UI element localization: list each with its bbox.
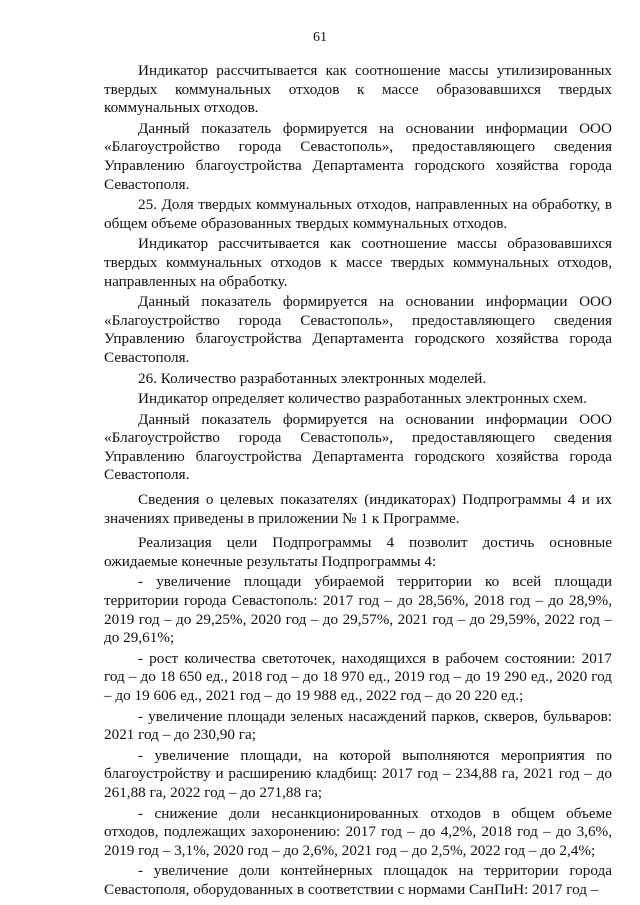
list-item: - рост количества светоточек, находящихся в рабочем состоянии: 2017 год – до 18 650 ед., 2018 год – до 18 970 ед., 2019 год – до 19 290 ед., 2020 год – до 19 606 ед., 2021 год – до 19 988 ед., 2022 год – до 20 220 ед.; (104, 649, 612, 704)
paragraph: Данный показатель формируется на основании информации ООО «Благоустройство города Севастополь», предоставляющего сведения Управлению благоустройства Департамента городского хозяйства города Севастополя. (104, 410, 612, 484)
list-item: - снижение доли несанкционированных отходов в общем объеме отходов, подлежащих захоронению: 2017 год – до 4,2%, 2018 год – до 3,6%, 2019 год – 3,1%, 2020 год – до 2,6%, 2021 год – до 2,5%, 2022 год – до 2,4%; (104, 804, 612, 859)
list-item: - увеличение доли контейнерных площадок на территории города Севастополя, оборудованных в соответствии с нормами СанПиН: 2017 год – (104, 862, 612, 898)
paragraph: Данный показатель формируется на основании информации ООО «Благоустройство города Севастополь», предоставляющего сведения Управлению благоустройства Департамента городского хозяйства города Севастополя. (104, 293, 612, 366)
list-item: - увеличение площади, на которой выполняются мероприятия по благоустройству и расширению кладбищ: 2017 год – 234,88 га, 2021 год – до 261,88 га, 2022 год – до 271,88 га; (104, 746, 612, 801)
paragraph: Индикатор рассчитывается как соотношение массы образовавшихся твердых коммунальных отходов к массе твердых коммунальных отходов, направленных на обработку. (104, 235, 612, 290)
paragraph: Данный показатель формируется на основании информации ООО «Благоустройство города Севастополь», предоставляющего сведения Управлению благоустройства Департамента городского хозяйства города Севастополя. (104, 119, 612, 193)
page-number: 61 (313, 30, 327, 45)
paragraph: 25. Доля твердых коммунальных отходов, направленных на обработку, в общем объеме образованных твердых коммунальных отходов. (104, 196, 612, 232)
paragraph: Сведения о целевых показателях (индикаторах) Подпрограммы 4 и их значениях приведены в приложении № 1 к Программе. (104, 491, 612, 527)
list-item: - увеличение площади зеленых насаждений парков, скверов, бульваров: 2021 год – до 230,90 га; (104, 707, 612, 744)
paragraph: Реализация цели Подпрограммы 4 позволит достичь основные ожидаемые конечные результаты Подпрограммы 4: (104, 534, 612, 570)
list-item: - увеличение площади убираемой территории ко всей площади территории города Севастополь: 2017 год – до 28,56%, 2018 год – до 28,9%, 2019 год – до 29,25%, 2020 год – до 29,57%, 2021 год – до 29,59%, 2022 год – до 29,61%; (104, 573, 612, 647)
paragraph: Индикатор рассчитывается как соотношение массы утилизированных твердых коммунальных отходов к массе образовавшихся твердых коммунальных отходов. (104, 62, 612, 117)
document-body (104, 62, 612, 902)
paragraph: 26. Количество разработанных электронных моделей. (138, 369, 487, 387)
paragraph: Индикатор определяет количество разработанных электронных схем. (138, 390, 587, 408)
